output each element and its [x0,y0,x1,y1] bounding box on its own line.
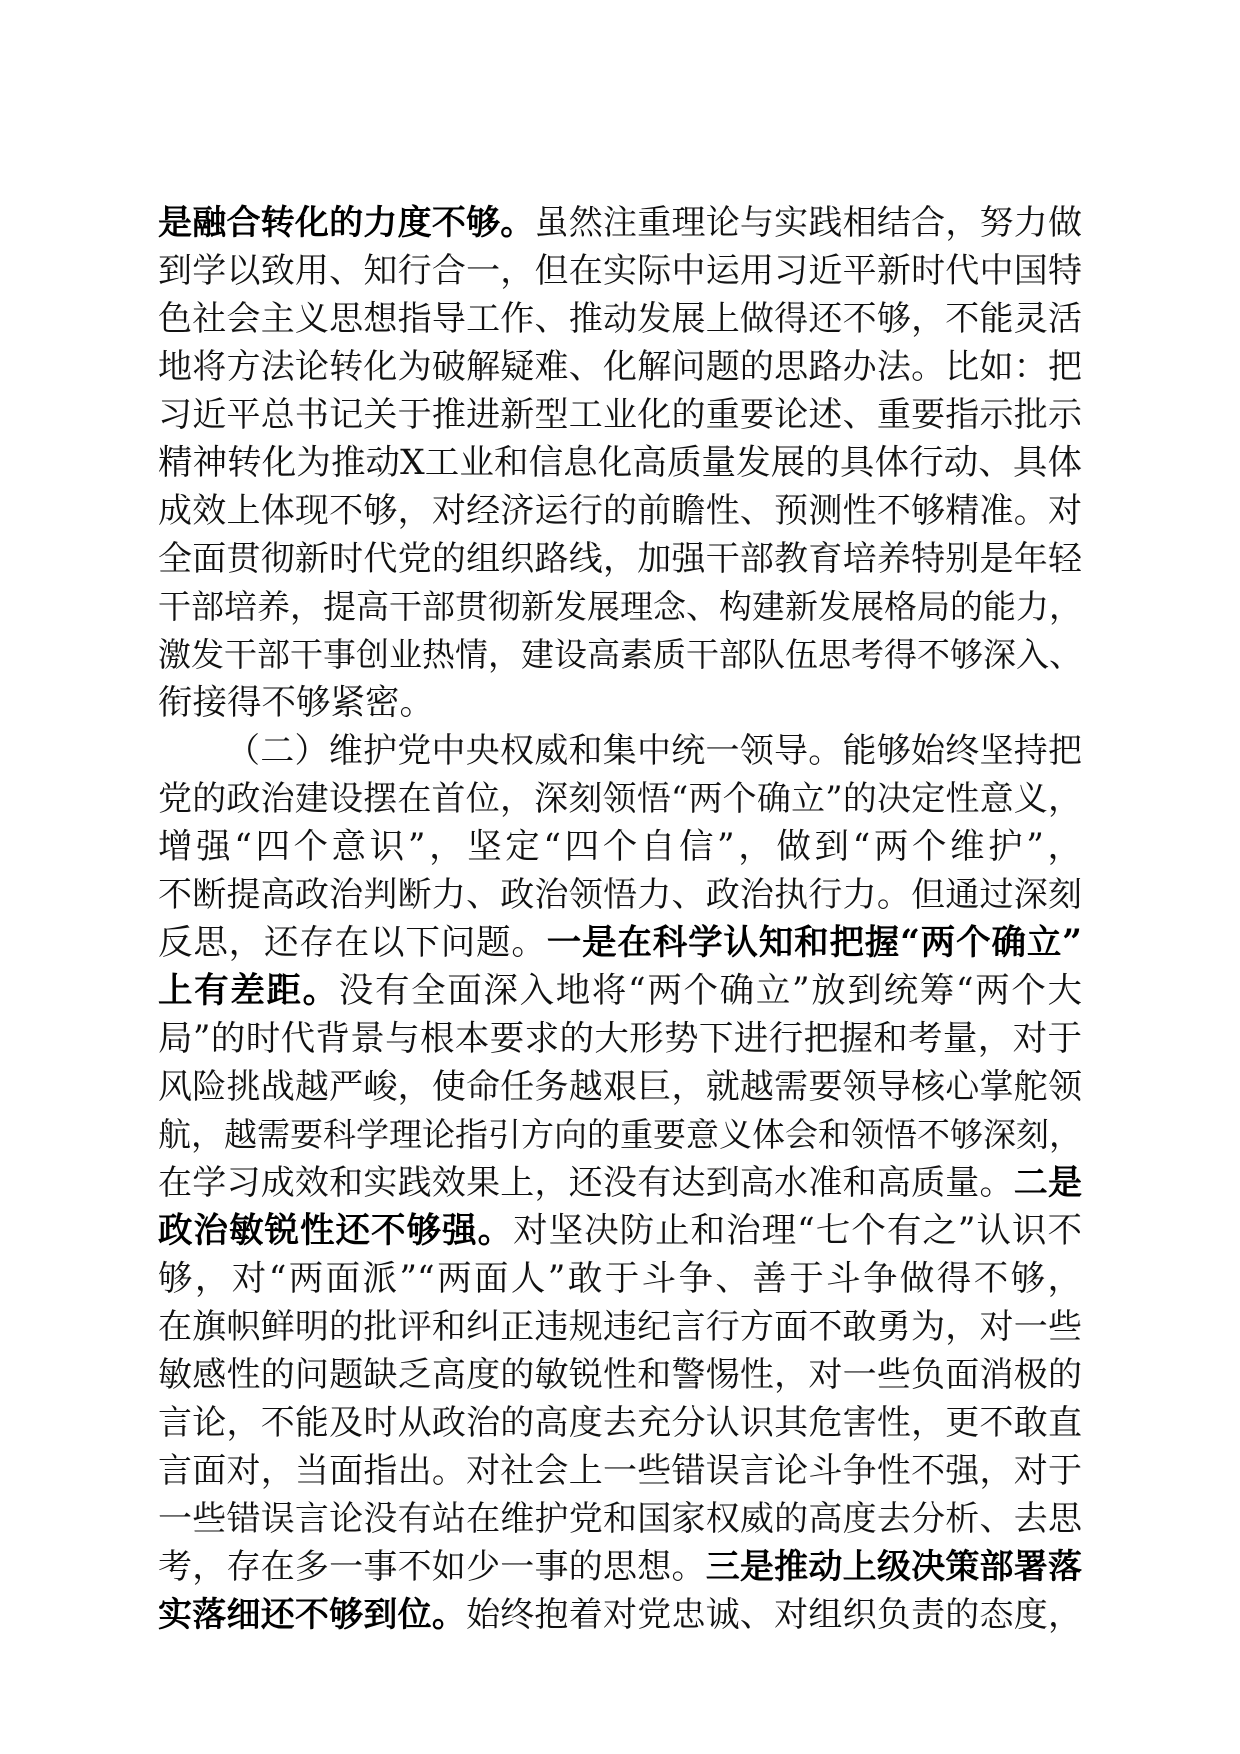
text-line [158,535,1082,583]
line-text: 衔接得不够紧密。 [158,683,434,723]
bold-heading: 是融合转化的力度不够。 [158,203,535,243]
section-heading-line [226,727,1082,775]
line-text: 没有全面深入地将“两个确立”放到统筹“两个大 [338,971,1083,1011]
text-line [158,1159,1082,1207]
bold-heading: 二是 [1013,1163,1083,1203]
text-line [158,631,1082,679]
text-line [158,1399,1082,1447]
text-line [158,1303,1082,1351]
bold-heading: 政治敏锐性还不够强。 [158,1211,514,1251]
line-text: 反思，还存在以下问题。 [158,923,547,963]
line-text: 色社会主义思想指导工作、推动发展上做得还不够，不能灵活 [158,299,1082,339]
text-line [158,775,1082,823]
line-text: 不断提高政治判断力、政治领悟力、政治执行力。但通过深刻 [158,875,1082,915]
text-line [158,391,1082,439]
text-line [158,1255,1082,1303]
line-text: 够，对“两面派”“两面人”敢于斗争、善于斗争做得不够， [158,1259,1082,1299]
bold-heading: 一是在科学认知和把握“两个确立” [546,923,1083,963]
line-text: 航，越需要科学理论指引方向的重要意义体会和领悟不够深刻， [158,1115,1082,1154]
text-line [158,871,1082,919]
text-line [158,1015,1082,1063]
text-line [158,679,1082,727]
text-line [158,487,1082,535]
text-line [158,1111,1082,1159]
text-line [158,295,1082,343]
text-line [158,1207,1082,1255]
line-text: 风险挑战越严峻，使命任务越艰巨，就越需要领导核心掌舵领 [158,1067,1082,1107]
text-line [158,919,1082,967]
text-line [158,583,1082,631]
line-text: 对坚决防止和治理“七个有之”认识不 [513,1211,1083,1251]
text-line [158,1447,1082,1495]
line-text: 全面贯彻新时代党的组织路线，加强干部教育培养特别是年轻 [158,539,1082,579]
line-text: 党的政治建设摆在首位，深刻领悟“两个确立”的决定性意义， [158,779,1082,819]
line-text: 敏感性的问题缺乏高度的敏锐性和警惕性，对一些负面消极的 [158,1355,1082,1395]
bold-heading: 实落细还不够到位。 [158,1595,467,1635]
line-text: 虽然注重理论与实践相结合，努力做 [534,203,1083,243]
line-text: 在旗帜鲜明的批评和纠正违规违纪言行方面不敢勇为，对一些 [158,1307,1082,1347]
bold-heading: 三是推动上级决策部署落 [705,1547,1083,1587]
text-line [158,247,1082,295]
text-line [158,823,1082,871]
line-text: 精神转化为推动X工业和信息化高质量发展的具体行动、具体 [158,443,1082,483]
text-line [158,1495,1082,1543]
text-line [158,1351,1082,1399]
text-line [158,199,1082,247]
line-text: 始终抱着对党忠诚、对组织负责的态度， [466,1595,1082,1635]
text-line [158,439,1082,487]
line-text: 言论，不能及时从政治的高度去充分认识其危害性，更不敢直 [158,1403,1082,1443]
line-text: 考，存在多一事不如少一事的思想。 [158,1547,706,1587]
text-line [158,343,1082,391]
line-text: 一些错误言论没有站在维护党和国家权威的高度去分析、去思 [158,1499,1082,1539]
line-text: 干部培养，提高干部贯彻新发展理念、构建新发展格局的能力， [158,587,1082,626]
text-line [158,1543,1082,1591]
text-line [158,1591,1082,1639]
line-text: 在学习成效和实践效果上，还没有达到高水准和高质量。 [158,1163,1014,1203]
line-text: （二）维护党中央权威和集中统一领导。能够始终坚持把 [226,731,1082,771]
line-text: 地将方法论转化为破解疑难、化解问题的思路办法。比如：把 [158,347,1082,387]
line-text: 激发干部干事创业热情，建设高素质干部队伍思考得不够深入、 [158,635,1082,674]
text-line [158,1063,1082,1111]
line-text: 到学以致用、知行合一，但在实际中运用习近平新时代中国特 [158,251,1082,291]
line-text: 习近平总书记关于推进新型工业化的重要论述、重要指示批示 [158,395,1082,435]
line-text: 局”的时代背景与根本要求的大形势下进行把握和考量，对于 [158,1019,1082,1059]
line-text: 增强“四个意识”，坚定“四个自信”，做到“两个维护”， [158,827,1082,867]
line-text: 言面对，当面指出。对社会上一些错误言论斗争性不强，对于 [158,1451,1082,1491]
line-text: 成效上体现不够，对经济运行的前瞻性、预测性不够精准。对 [158,491,1082,531]
bold-heading: 上有差距。 [158,971,339,1011]
text-line [158,967,1082,1015]
